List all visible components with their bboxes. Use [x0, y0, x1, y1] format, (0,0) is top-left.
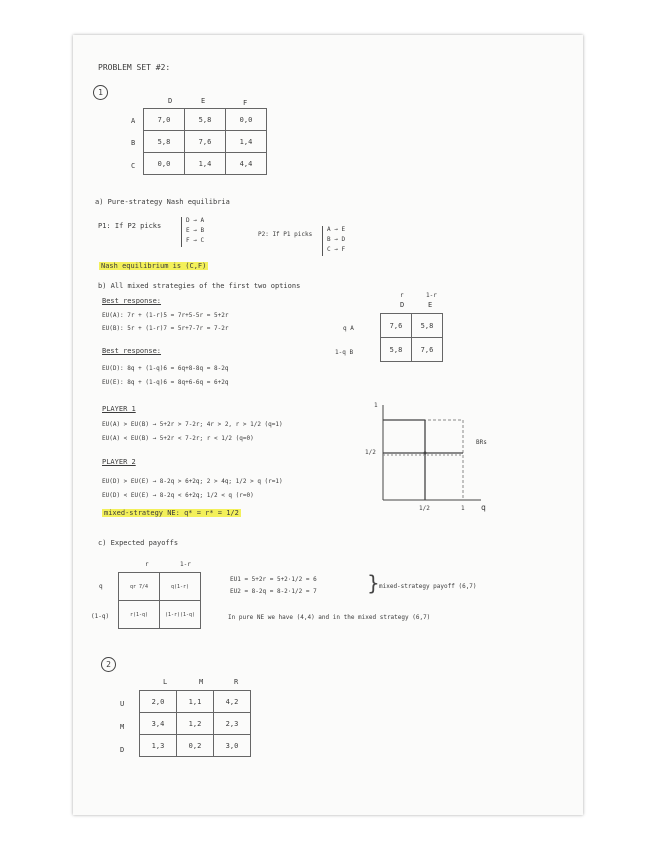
- graph-y-top: 1: [374, 402, 378, 409]
- matrix2-cell: 1,2: [177, 713, 214, 735]
- eu2-line: EU2 = 8-2q = 8-2·1/2 = 7: [230, 588, 317, 595]
- part-c-cell: q(1-r): [160, 573, 201, 601]
- best-response-label-2: Best response:: [102, 347, 162, 355]
- eu-e-line: EU(E): 8q + (1-q)6 = 8q+6-6q = 6+2q: [102, 379, 229, 386]
- graph-equilibrium-point: [424, 452, 427, 455]
- part-a-heading: a) Pure-strategy Nash equilibria: [95, 198, 230, 206]
- matrix1-cell: 1,4: [185, 153, 226, 175]
- matrix2-col-M: M: [199, 678, 204, 686]
- matrix1-col-F: F: [243, 99, 248, 107]
- player1-line-1: EU(A) > EU(B) → 5+2r > 7-2r; 4r > 2, r > 1/2 (q=1): [102, 421, 283, 428]
- graph-x-mid: 1/2: [419, 505, 430, 512]
- problem-1-number: 1: [93, 85, 108, 100]
- part-c-heading: c) Expected payoffs: [98, 539, 179, 547]
- matrix2-row-D: D: [120, 746, 125, 754]
- payoff-matrix-1: [143, 108, 267, 175]
- small-matrix-cell: 7,6: [412, 338, 443, 362]
- matrix1-cell: 7,0: [144, 109, 185, 131]
- player2-line-2: EU(D) < EU(E) → 8-2q < 6+2q; 1/2 < q (r=0): [102, 492, 254, 499]
- eu-d-line: EU(D): 8q + (1-q)6 = 6q+8-8q = 8-2q: [102, 365, 229, 372]
- part-b-heading: b) All mixed strategies of the first two options: [98, 282, 301, 290]
- graph-x-axis-label: q: [481, 503, 486, 512]
- mixed-payoff-line: mixed-strategy payoff (6,7): [379, 583, 477, 590]
- p2-map-2: B → D: [327, 236, 346, 243]
- part-c-row-q: q: [99, 583, 103, 590]
- player2-line-1: EU(D) > EU(E) → 8-2q > 6+2q; 2 > 4q; 1/2 > q (r=1): [102, 478, 283, 485]
- p1-bracket: [181, 217, 182, 247]
- small-matrix-row-q: q A: [343, 325, 354, 332]
- matrix1-row-B: B: [131, 139, 136, 147]
- matrix1-cell: 7,6: [185, 131, 226, 153]
- eu-a-line: EU(A): 7r + (1-r)5 = 7r+5-5r = 5+2r: [102, 312, 229, 319]
- matrix2-cell: 1,1: [177, 691, 214, 713]
- page-title: PROBLEM SET #2:: [98, 63, 171, 72]
- document-page: [73, 35, 583, 815]
- best-response-label-1: Best response:: [102, 297, 162, 305]
- small-matrix-col-1-r: 1-r: [426, 292, 437, 299]
- p2-label: P2: If P1 picks: [258, 231, 313, 238]
- matrix1-col-D: D: [168, 97, 173, 105]
- small-matrix-row-1-q: 1-q B: [335, 349, 354, 356]
- small-matrix-cell: 5,8: [412, 314, 443, 338]
- small-payoff-matrix: [380, 313, 443, 362]
- part-c-col-1-r: 1-r: [180, 561, 191, 568]
- matrix1-col-E: E: [201, 97, 206, 105]
- part-c-row-1-q: (1-q): [91, 613, 110, 620]
- matrix2-row-M: M: [120, 723, 125, 731]
- matrix2-cell: 3,4: [140, 713, 177, 735]
- graph-x-right: 1: [461, 505, 465, 512]
- matrix1-row-C: C: [131, 162, 136, 170]
- matrix2-row-U: U: [120, 700, 125, 708]
- mixed-ne-highlight: mixed-strategy NE: q* = r* = 1/2: [104, 509, 239, 517]
- matrix2-col-L: L: [163, 678, 168, 686]
- small-matrix-cell: 5,8: [381, 338, 412, 362]
- matrix2-cell: 2,0: [140, 691, 177, 713]
- small-matrix-col-D: D: [400, 301, 405, 309]
- player1-line-2: EU(A) < EU(B) → 5+2r < 7-2r; r < 1/2 (q=0): [102, 435, 254, 442]
- player1-label: PLAYER 1: [102, 405, 136, 413]
- part-c-cell: qr 7/4: [119, 573, 160, 601]
- problem-2-number: 2: [101, 657, 116, 672]
- matrix1-cell: 0,0: [226, 109, 267, 131]
- eu-b-line: EU(B): 5r + (1-r)7 = 5r+7-7r = 7-2r: [102, 325, 229, 332]
- graph-y-mid: 1/2: [365, 449, 376, 456]
- player2-label: PLAYER 2: [102, 458, 136, 466]
- matrix1-cell: 0,0: [144, 153, 185, 175]
- eu1-line: EU1 = 5+2r = 5+2·1/2 = 6: [230, 576, 317, 583]
- part-c-cell: (1-r)(1-q): [160, 601, 201, 629]
- p1-map-1: D → A: [186, 217, 205, 224]
- matrix2-cell: 1,3: [140, 735, 177, 757]
- matrix1-cell: 4,4: [226, 153, 267, 175]
- expected-payoff-matrix: [118, 572, 201, 629]
- graph-legend: BRs: [476, 439, 487, 446]
- p1-map-2: E → B: [186, 227, 205, 234]
- nash-equilibrium-highlight: Nash equilibrium is (C,F): [101, 262, 207, 270]
- matrix2-cell: 0,2: [177, 735, 214, 757]
- small-matrix-col-E: E: [428, 301, 433, 309]
- small-matrix-cell: 7,6: [381, 314, 412, 338]
- matrix1-cell: 1,4: [226, 131, 267, 153]
- p2-map-3: C → F: [327, 246, 346, 253]
- matrix2-col-R: R: [234, 678, 239, 686]
- matrix1-row-A: A: [131, 117, 136, 125]
- matrix2-cell: 4,2: [214, 691, 251, 713]
- payoff-brace: }: [367, 571, 380, 595]
- matrix2-cell: 3,0: [214, 735, 251, 757]
- p1-label: P1: If P2 picks: [98, 222, 162, 230]
- small-matrix-col-r: r: [400, 292, 404, 299]
- p2-bracket: [322, 226, 323, 256]
- p2-map-1: A → E: [327, 226, 346, 233]
- part-c-col-r: r: [145, 561, 149, 568]
- p1-map-3: F → C: [186, 237, 205, 244]
- part-c-cell: r(1-q): [119, 601, 160, 629]
- matrix2-cell: 2,3: [214, 713, 251, 735]
- matrix1-cell: 5,8: [185, 109, 226, 131]
- matrix1-cell: 5,8: [144, 131, 185, 153]
- conclusion-line: In pure NE we have (4,4) and in the mixed strategy (6,7): [228, 614, 431, 621]
- payoff-matrix-2: [139, 690, 251, 757]
